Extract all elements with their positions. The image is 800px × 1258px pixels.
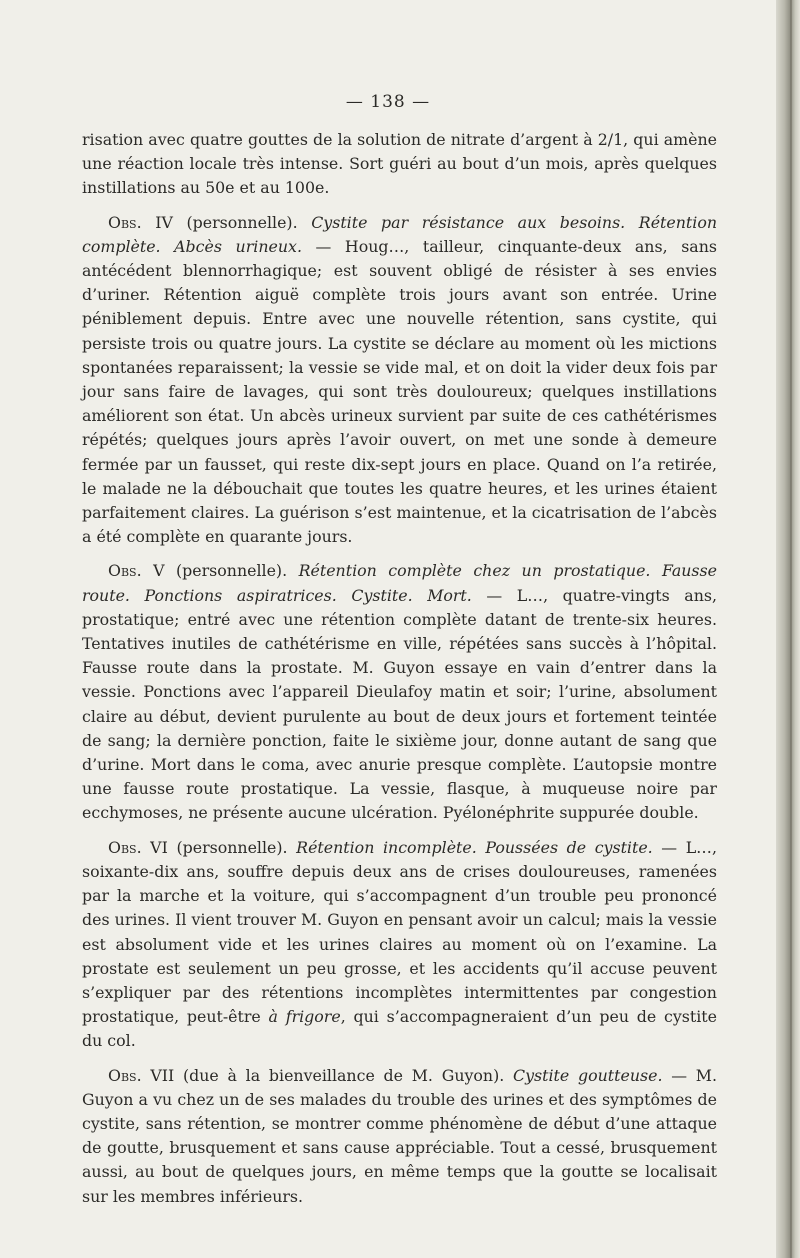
spine-shadow-line — [790, 0, 792, 1258]
text-run: — L…, soixante-dix ans, souffre depuis deux ans de crises douloureuses, ramenées par la marche et la voiture, qui s’accompagnent d’un trouble peu prononcé des urines. Il vient trouver M. Guyon en pensant avoir un calcul; mais la vessie est absolument vide et les urines claires au moment où on l’examine. La prostate est seulement un peu grosse, et les accidents qu’il accuse peuvent s’expliquer par des rétentions incomplètes intermittentes par congestion prostatique, peut-être — [82, 837, 718, 1027]
text-run: — Houg…, tailleur, cinquante-deux ans, sans antécédent blennorrhagique; est souvent obligé de résister à ses envies d’uriner. Rétention aiguë complète trois jours avant son entrée. Urine péniblement depuis. Entre avec une nouvelle rétention, sans cystite, qui persiste trois ou quatre jours. La cystite se déclare au moment où les mictions spontanées reparaissent; la vessie se vide mal, et on doit la vider deux fois par jour sans faire de lavages, qui sont très douloureux; quelques instillations améliorent son état. Un abcès urineux survient par suite de ces cathétérismes répétés; quelques jours après l’avoir ouvert, on met une sonde à demeure fermée par un fausset, qui reste dix-sept jours en place. Quand on l’a retirée, le malade ne la débouchait que toutes les quatre heures, et les urines étaient parfaitement claires. La guérison s’est maintenue, et la cicatrisation de l’abcès a été complète en quarante jours. — [82, 236, 717, 547]
italic-text: Cystite par résistance aux besoins. Rétention complète. Abcès urineux. — [82, 212, 718, 256]
italic-text: à frigore — [268, 1007, 341, 1027]
paragraph — [82, 836, 717, 1054]
page-number: — 138 — — [345, 92, 431, 112]
observation-label: Obs. IV — [108, 212, 173, 232]
italic-text: Rétention incomplète. Poussées de cystite. — [296, 837, 653, 857]
paragraph — [82, 128, 717, 201]
text-run: — L…, quatre-vingts ans, prostatique; entré avec une rétention complète datant de trente-six heures. Tentatives inutiles de cathétérisme en ville, répétées sans succès à l’hôpital. Fausse route dans la prostate. M. Guyon essaye en vain d’entrer dans la vessie. Ponctions avec l’appareil Dieulafoy matin et soir; l’urine, absolument claire au début, devient purulente au bout de deux jours et fortement teintée de sang; la dernière ponction, faite le sixième jour, donne autant de sang que d’urine. Mort dans le coma, avec anurie presque complète. L’autopsie montre une fausse route prostatique. La vessie, flasque, à muqueuse noire par ecchymoses, ne présente aucune ulcération. Pyélonéphrite suppurée double. — [82, 585, 718, 823]
text-run: (personnelle). — [172, 212, 312, 232]
italic-text: Cystite goutteuse. — [513, 1065, 663, 1085]
italic-text: Rétention complète chez un prostatique. Fausse route. Ponctions aspiratrices. Cystite. Mort. — [82, 561, 717, 605]
text-run: (personnelle). — [164, 561, 299, 581]
observation-label: Obs. VII — [108, 1065, 175, 1085]
observation-label: Obs. VI — [108, 837, 168, 857]
paragraph — [82, 211, 717, 550]
text-run: (due à la bienveillance de M. Guyon). — [174, 1065, 514, 1085]
paragraph — [82, 1064, 717, 1209]
paragraph — [82, 559, 717, 825]
observation-label: Obs. V — [108, 561, 165, 581]
text-run: risation avec quatre gouttes de la solution de nitrate d’argent à 2/1, qui amène une réaction locale très intense. Sort guéri au bout d’un mois, après quelques instillations au 50e et au 100e. — [82, 130, 717, 198]
text-run: (personnelle). — [167, 837, 297, 857]
body-text — [82, 128, 717, 1209]
text-run: — M. Guyon a vu chez un de ses malades du trouble des urines et des symptômes de cystite, sans rétention, se montrer comme phénomène de début d’une attaque de goutte, brusquement et sans cause appréciable. Tout a cessé, brusquement aussi, au bout de quelques jours, en même temps que la goutte se localisait sur les membres inférieurs. — [82, 1065, 717, 1206]
book-spine-edge — [776, 0, 800, 1258]
text-run: , qui s’accompagneraient d’un peu de cystite du col. — [82, 1007, 717, 1051]
